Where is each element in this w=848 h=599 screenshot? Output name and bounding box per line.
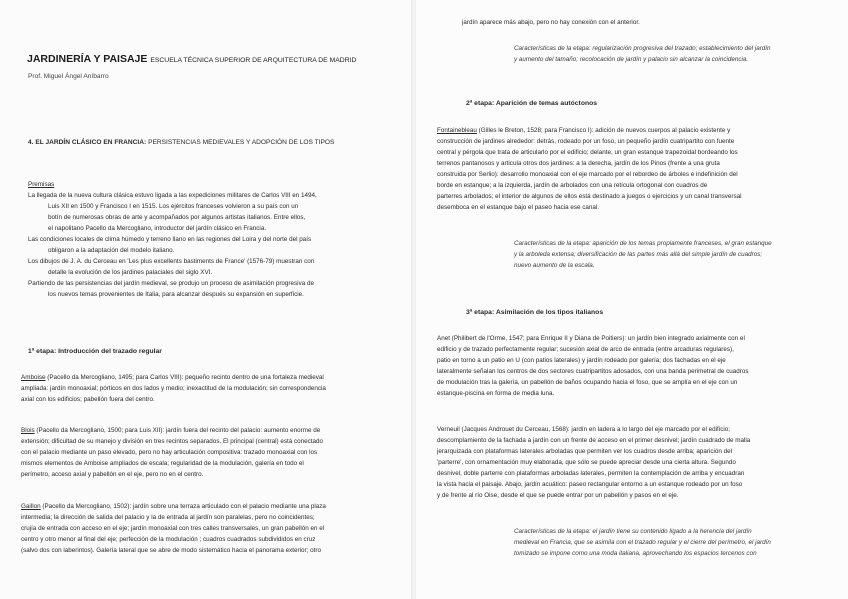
right-page (416, 0, 848, 599)
gaillon-paragraph: Gaillon (Pacello da Mercogliano, 1502): jardín sobre una terraza articulado con el palacio mediante una plaza intermedia; la dirección de salida del palacio y la de entrada al jardín son paralelas, pero no coincidentes; crujía de entrada con acceso en el eje; jardín monoaxial con tres calles transversales, un gran pabellón en el centro y otro menor al final del eje; perfección de la modulación ; cuadros cuadrados subdivididos en cruz (salvo dos con laberintos). Galería lateral que se abre de modo sistemático hacia el panorama exterior; otro (21, 503, 326, 554)
author: Prof. Miguel Ángel Aníbarro (28, 73, 109, 80)
anet-name: Anet (437, 335, 450, 342)
verneuil-paragraph: Verneuil (Jacques Androuet du Cerceau, 1568): jardín en ladera a lo largo del eje marcado por el edificio; descomplamiento de la fachada a jardín con un frente de acceso en el primer desnivel; jardín cuadrado de malla jerarquizada con plataformas laterales arboladas que permiten ver los cuadros desde arriba; aparición del 'parterre', con ornamentación muy elaborada, que sólo se puede apreciar desde una cierta altura. Segundo desnivel, doble parterre con plataformas arboladas laterales, permiten la contemplación de arriba y encuadran la vista hacia el paisaje. Abajo, jardín acuático: paseo rectangular entorno a un estanque rodeado por un foso y de frente al río Oise, desde el que se puede entrar por un pabellón y pasos en el eje. (437, 426, 751, 499)
blois-paragraph: Blois (Pacello da Mercogliano, 1500; para Luis XII): jardín fuera del recinto del palacio: aumento enorme de extensión; dificultad de su manejo y división en tres recintos separados. El principal (central) está conectado con el palacio mediante un paso elevado, pero no hay articulación compositiva: trazado monoaxial con los mismos elementos de Amboise ampliados de escala; regularidad de la modulación, galería en todo el perímetro, acceso axial y pabellón en el eje, pero no en el centro. (21, 427, 324, 478)
section-title: 4. EL JARDÍN CLÁSICO EN FRANCIA: PERSISTENCIAS MEDIEVALES Y ADOPCIÓN DE LOS TIPOS (28, 139, 335, 146)
fontainebleau-paragraph: Fontainebleau (Gilles le Breton, 1528; para Francisco I): adición de nuevos cuerpos al palacio existente y construcción de jardines alrededor: detrás, rodeado por un foso, un pequeño jardín cuatripartito con fuente central y pérgola que trata de articularlo por el edificio; delante, un gran estanque trapezoidal bordeando los terrenos pantanosos y articula otros dos jardines: a la derecha, jardín de los Pinos (frente a una gruta construida por Serlio): desarrollo monoaxial con el eje marcado por el rebordeo de árboles e indefinición del borde en estanque; a la izquierda, jardín de arbolados con una retícula ortogonal con cuadros de parterres arbolados; el interior de algunos de ellos está destinado a juegos o ejercicios y un canal transversal desemboca en el estanque bajo el paseo hacia ese canal. (437, 127, 742, 211)
title-subtitle: ESCUELA TÉCNICA SUPERIOR DE ARQUITECTURA DE MADRID (150, 57, 357, 64)
premisas-heading: Premisas (28, 181, 55, 188)
anet-paragraph: Anet (Philibert de l'Orme, 1547; para Enrique II y Diana de Poitiers): un jardín bien integrado axialmente con el edificio y de trazado perfectamente regular; sucesión axial de arco de entrada (entre arcaduras regulares), patio en torno a un patio en U (con patios laterales) y jardín rodeado por galería; dos fachadas en el eje lateralmente señalan los centros de dos sectores cuatripartitos adosados, con una banda perimetral de cuadros de modulación tras la galería, un pabellón de baños ocupando hacia el foso, que se amplía en el eje con un estanque-piscina en forma de media luna. (437, 335, 749, 397)
amboise-paragraph: Amboise (Pacello da Mercogliano, 1495; para Carlos VIII): pequeño recinto dentro de una fortaleza medieval ampliada: jardín monoaxial; pórticos en dos lados y medio; inexactitud de la modulación; sin correspondencia axial con los edificios; pabellón fuera del centro. (21, 374, 326, 403)
amboise-name: Amboise (21, 374, 46, 381)
document-title (27, 53, 356, 65)
blois-name: Blois (21, 427, 35, 434)
continuation-line: jardín aparece más abajo, pero no hay conexión con el anterior. (462, 19, 640, 26)
gaillon-name: Gaillon (21, 503, 41, 510)
etapa1-heading: 1ª etapa: Introducción del trazado regular (28, 348, 162, 355)
verneuil-name: Verneuil (437, 426, 460, 433)
left-page (0, 0, 412, 599)
etapa2-heading: 2ª etapa: Aparición de temas autóctonos (466, 100, 598, 107)
note-etapa2: Características de la etapa: aparición de los temas propiamente franceses, el gran estanque y la arboleda extensa; diversificación de las partes más allá del simple jardín de cuadros; nuevo aumento de la escala. (514, 240, 772, 269)
fontainebleau-name: Fontainebleau (437, 127, 477, 134)
premisas-paragraph: La llegada de la nueva cultura clásica estuvo ligada a las expediciones militares de Carlos VIII en 1494, Luis XII en 1500 y Francisco I en 1515. Los ejércitos franceses volvieron a su país con un botín de numerosas obras de arte y acompañados por algunos artistas italianos. Entre ellos, el napolitano Pacello da Mercogliano, introductor del jardín clásico en Francia. Las condiciones locales de clima húmedo y terreno llano en las regiones del Loira y del norte del país obligaron a la adaptación del modelo italiano. Los dibujos de J. A. du Cerceau en 'Les plus excellents bastiments de France' (1576-79) muestran con detalle la evolución de los jardines palaciales del siglo XVI. Partiendo de las persistencias del jardín medieval, se produjo un proceso de asimilación progresiva de los nuevos temas provenientes de Italia, para alcanzar después su expansión en superficie. (28, 192, 317, 298)
note-etapa3: Características de la etapa: el jardín tiene su contenido ligado a la herencia del jardín medieval en Francia, que se asimila con el trazado regular y el cierre del perímetro, el jardín tomizado se impone como una moda italiana, aprovechando los espacios tercenos con (514, 528, 771, 557)
title-main: JARDINERÍA Y PAISAJE (27, 53, 148, 65)
etapa3-heading: 3ª etapa: Asimilación de los tipos italianos (466, 309, 604, 316)
note-etapa1: Características de la etapa: regularización progresiva del trazado; establecimiento del jardín y aumento del tamaño; recolocación de jardín y palacio sin alcanzar la coincidencia. (514, 45, 771, 63)
